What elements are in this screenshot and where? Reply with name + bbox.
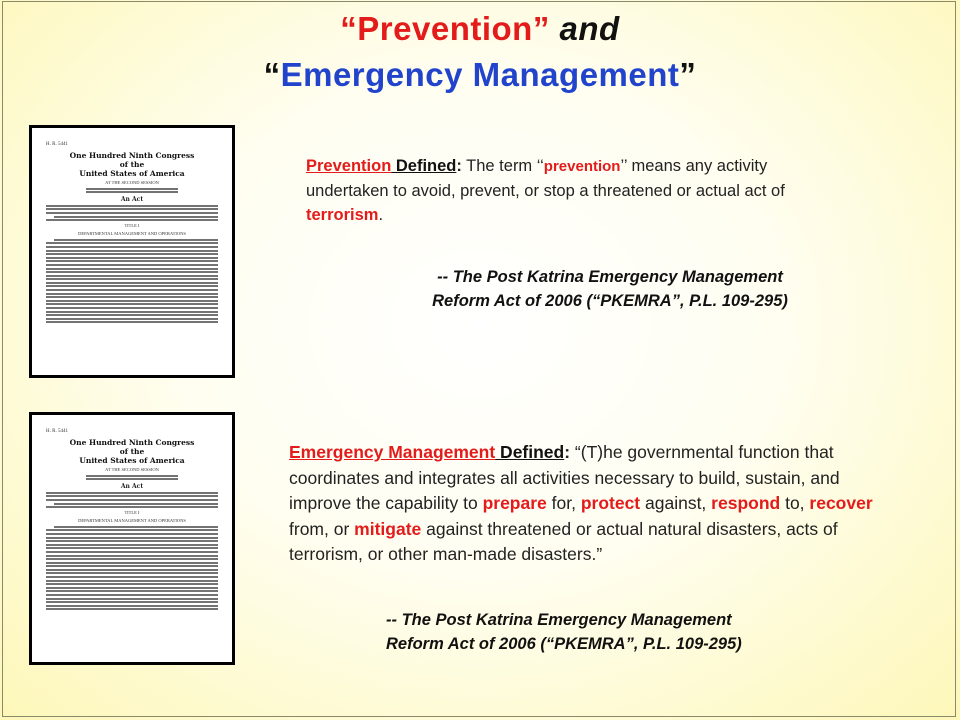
- emergency-text-6: against threatened or actual natural disasters, acts of terrorism, or other man-made disasters.”: [289, 518, 838, 565]
- emergency-management-label: Emergency Management: [289, 442, 496, 462]
- prevention-citation-line-1: -- The Post Katrina Emergency Management: [437, 268, 783, 286]
- emergency-protect: protect: [580, 493, 641, 514]
- prevention-definition: [306, 154, 846, 227]
- title-quote-open: “: [340, 10, 358, 47]
- title-line-1: [0, 6, 960, 52]
- prevention-label: Prevention: [306, 157, 392, 175]
- doc-section: DEPARTMENTAL MANAGEMENT AND OPERATIONS: [78, 518, 186, 524]
- prevention-term: prevention: [543, 158, 621, 175]
- emergency-citation-line-2: Reform Act of 2006 (“PKEMRA”, P.L. 109-295): [386, 635, 742, 653]
- doc-title-heading: TITLE I: [124, 510, 140, 516]
- emergency-text-1: “(T)he governmental function that coordinates and integrates all activities necessary to build, sustain, and improve the capability to: [289, 442, 840, 514]
- doc-congress-line: One Hundred Ninth Congress: [69, 438, 195, 447]
- prevention-text-3: .: [378, 206, 384, 224]
- legislation-document-image: [29, 125, 235, 378]
- prevention-citation-line-2: Reform Act of 2006 (“PKEMRA”, P.L. 109-295): [432, 292, 788, 310]
- doc-congress-title: [46, 151, 218, 178]
- emergency-citation-line-1: -- The Post Katrina Emergency Management: [386, 611, 732, 629]
- doc-act: An Act: [120, 483, 144, 491]
- doc-session: AT THE SECOND SESSION: [105, 467, 159, 472]
- emergency-text-2: for,: [546, 493, 581, 514]
- slide-title: [0, 6, 960, 98]
- doc-act: An Act: [120, 196, 144, 204]
- emergency-text-3: against,: [640, 493, 712, 514]
- emergency-text-5: from, or: [289, 518, 355, 539]
- doc-section: DEPARTMENTAL MANAGEMENT AND OPERATIONS: [78, 231, 186, 237]
- title-quote-open-2: “: [263, 56, 281, 93]
- doc-session: AT THE SECOND SESSION: [105, 180, 159, 185]
- doc-header: H. R. 5441: [46, 142, 68, 147]
- title-quote-close-2: ”: [679, 56, 697, 93]
- title-quote-close: ”: [532, 10, 550, 47]
- prevention-text-2: ’’ means any activity undertaken to avoid, prevent, or stop a threatened or actual act of: [306, 157, 785, 200]
- emergency-management-definition: [289, 440, 904, 568]
- doc-title-heading: TITLE I: [124, 223, 140, 229]
- doc-congress-line: United States of America: [79, 456, 185, 465]
- emergency-mitigate: mitigate: [354, 518, 422, 539]
- prevention-citation: [360, 265, 860, 313]
- prevention-defined-label: Defined: [391, 157, 457, 175]
- title-prevention: Prevention: [357, 10, 533, 47]
- prevention-colon: :: [456, 157, 462, 175]
- emergency-text-4: to,: [780, 493, 810, 514]
- doc-congress-title: [46, 438, 218, 465]
- doc-congress-line: One Hundred Ninth Congress: [69, 151, 195, 160]
- emergency-recover: recover: [809, 493, 873, 514]
- prevention-terrorism: terrorism: [306, 206, 379, 224]
- doc-congress-line: of the: [119, 447, 145, 456]
- doc-congress-line: United States of America: [79, 169, 185, 178]
- emergency-prepare: prepare: [482, 493, 547, 514]
- emergency-colon: :: [564, 442, 571, 462]
- prevention-text-1: The term ‘‘: [461, 157, 544, 175]
- legislation-document-image: [29, 412, 235, 665]
- title-and: and: [559, 10, 620, 47]
- emergency-defined-label: Defined: [495, 442, 565, 462]
- doc-congress-line: of the: [119, 160, 145, 169]
- emergency-citation: [370, 608, 886, 656]
- emergency-respond: respond: [711, 493, 781, 514]
- doc-header: H. R. 5441: [46, 429, 68, 434]
- title-line-2: [0, 52, 960, 98]
- title-emergency-management: Emergency Management: [280, 56, 680, 93]
